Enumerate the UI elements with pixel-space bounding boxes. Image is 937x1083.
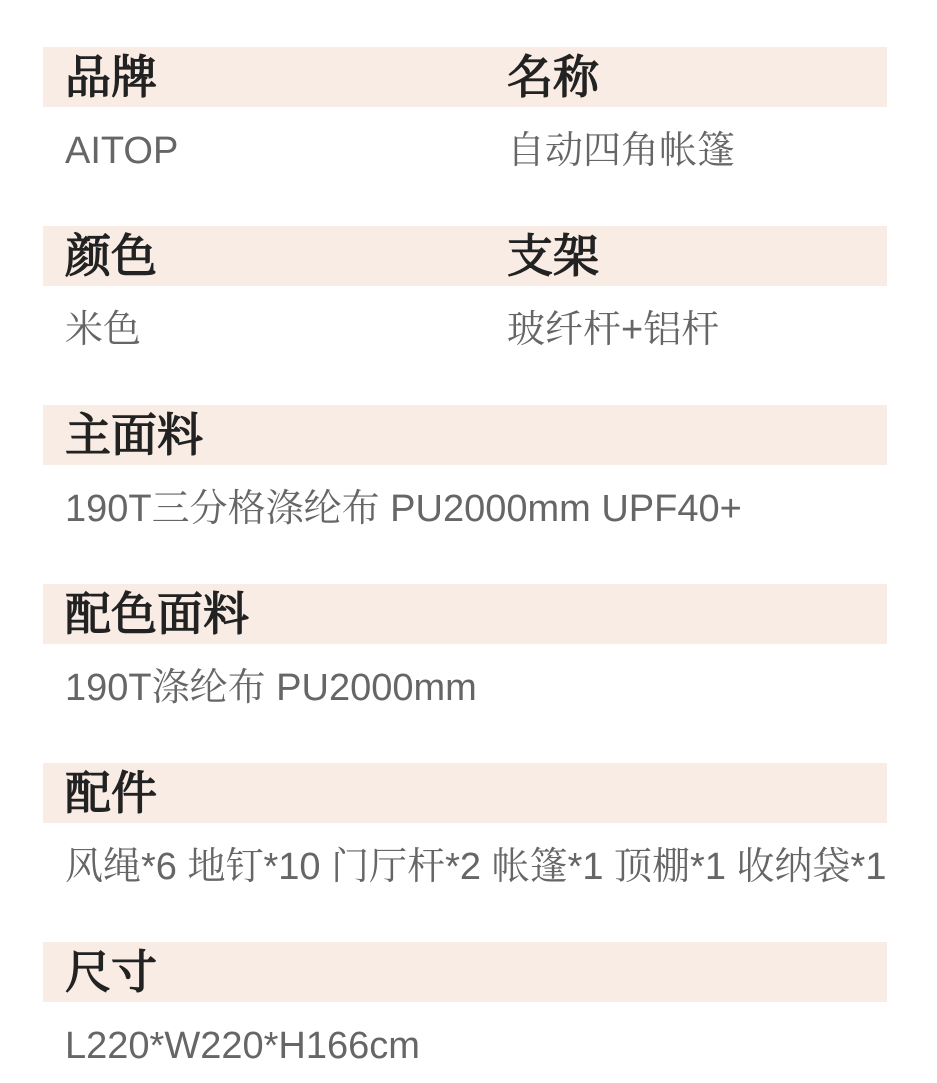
value-row bbox=[43, 129, 887, 173]
spec-label-accent-fabric: 配色面料 bbox=[65, 588, 249, 640]
value-row bbox=[43, 308, 887, 352]
spec-section-main-fabric bbox=[43, 405, 887, 531]
spec-value-size: L220*W220*H166cm bbox=[65, 1025, 420, 1067]
spec-value-accessories: 风绳*6 地钉*10 门厅杆*2 帐篷*1 顶棚*1 收纳袋*1 bbox=[65, 846, 887, 888]
spec-value-frame: 玻纤杆+铝杆 bbox=[507, 309, 720, 351]
spec-label-color: 颜色 bbox=[65, 230, 157, 282]
header-band bbox=[43, 942, 887, 1002]
spec-value-main-fabric: 190T三分格涤纶布 PU2000mm UPF40+ bbox=[65, 488, 742, 530]
value-row bbox=[43, 487, 887, 531]
header-band bbox=[43, 763, 887, 823]
spec-section-accent-fabric bbox=[43, 584, 887, 710]
spec-label-main-fabric: 主面料 bbox=[65, 409, 203, 461]
product-spec-table bbox=[43, 0, 887, 1068]
header-band bbox=[43, 584, 887, 644]
spec-value-brand: AITOP bbox=[65, 130, 179, 172]
spec-value-accent-fabric: 190T涤纶布 PU2000mm bbox=[65, 667, 477, 709]
spec-section-accessories bbox=[43, 763, 887, 889]
spec-label-name: 名称 bbox=[507, 51, 599, 103]
spec-label-accessories: 配件 bbox=[65, 767, 157, 819]
spec-label-size: 尺寸 bbox=[65, 946, 157, 998]
spec-section-size bbox=[43, 942, 887, 1068]
spec-section-brand-name bbox=[43, 47, 887, 173]
value-row bbox=[43, 666, 887, 710]
header-band bbox=[43, 226, 887, 286]
value-row bbox=[43, 1024, 887, 1068]
value-row bbox=[43, 845, 887, 889]
spec-value-name: 自动四角帐篷 bbox=[507, 130, 736, 172]
header-band bbox=[43, 47, 887, 107]
spec-label-brand: 品牌 bbox=[65, 51, 157, 103]
spec-value-color: 米色 bbox=[65, 309, 142, 351]
spec-section-color-frame bbox=[43, 226, 887, 352]
spec-label-frame: 支架 bbox=[507, 230, 599, 282]
header-band bbox=[43, 405, 887, 465]
